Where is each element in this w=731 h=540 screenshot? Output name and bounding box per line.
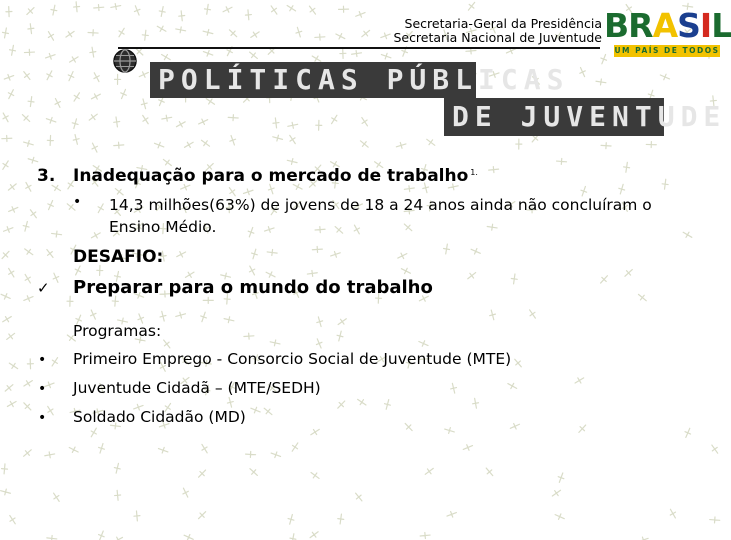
- header-line-2: Secretaria Nacional de Juventude: [393, 30, 602, 45]
- brasil-logo-letter: I: [699, 6, 712, 45]
- checkmark-icon: ✓: [37, 279, 50, 297]
- program-item: Soldado Cidadão (MD): [73, 408, 246, 426]
- brasil-logo-letter: A: [652, 6, 678, 45]
- program-bullet: •: [38, 381, 47, 397]
- programs-label: Programas:: [73, 322, 162, 340]
- brasil-logo-letter: B: [604, 6, 629, 45]
- header-line-1: Secretaria-Geral da Presidência: [404, 16, 602, 31]
- program-bullet: •: [38, 352, 47, 368]
- challenge-text: Preparar para o mundo do trabalho: [73, 277, 433, 298]
- brasil-logo-letter: L: [711, 6, 731, 45]
- program-bullet: •: [38, 410, 47, 426]
- program-item: Primeiro Emprego - Consorcio Social de Juventude (MTE): [73, 350, 512, 368]
- challenge-label: DESAFIO:: [73, 247, 164, 267]
- title-line-2: DE JUVENTUDE: [452, 100, 727, 133]
- paragraph-bullet: •: [73, 194, 82, 210]
- section-number: 3.: [37, 166, 56, 186]
- brasil-logo-tagline: UM PAÍS DE TODOS: [614, 46, 720, 55]
- statistic-paragraph: 14,3 milhões(63%) de jovens de 18 a 24 anos ainda não concluíram o Ensino Médio.: [109, 196, 652, 236]
- program-item: Juventude Cidadã – (MTE/SEDH): [73, 379, 321, 397]
- brasil-logo-letter: S: [677, 6, 700, 45]
- title-line-1: POLÍTICAS PÚBLICAS: [158, 63, 570, 96]
- section-heading: [73, 166, 478, 186]
- brasil-logo-letter: R: [628, 6, 653, 45]
- footnote-marker: 1.: [470, 168, 478, 177]
- section-heading-text: Inadequação para o mercado de trabalho: [73, 166, 469, 186]
